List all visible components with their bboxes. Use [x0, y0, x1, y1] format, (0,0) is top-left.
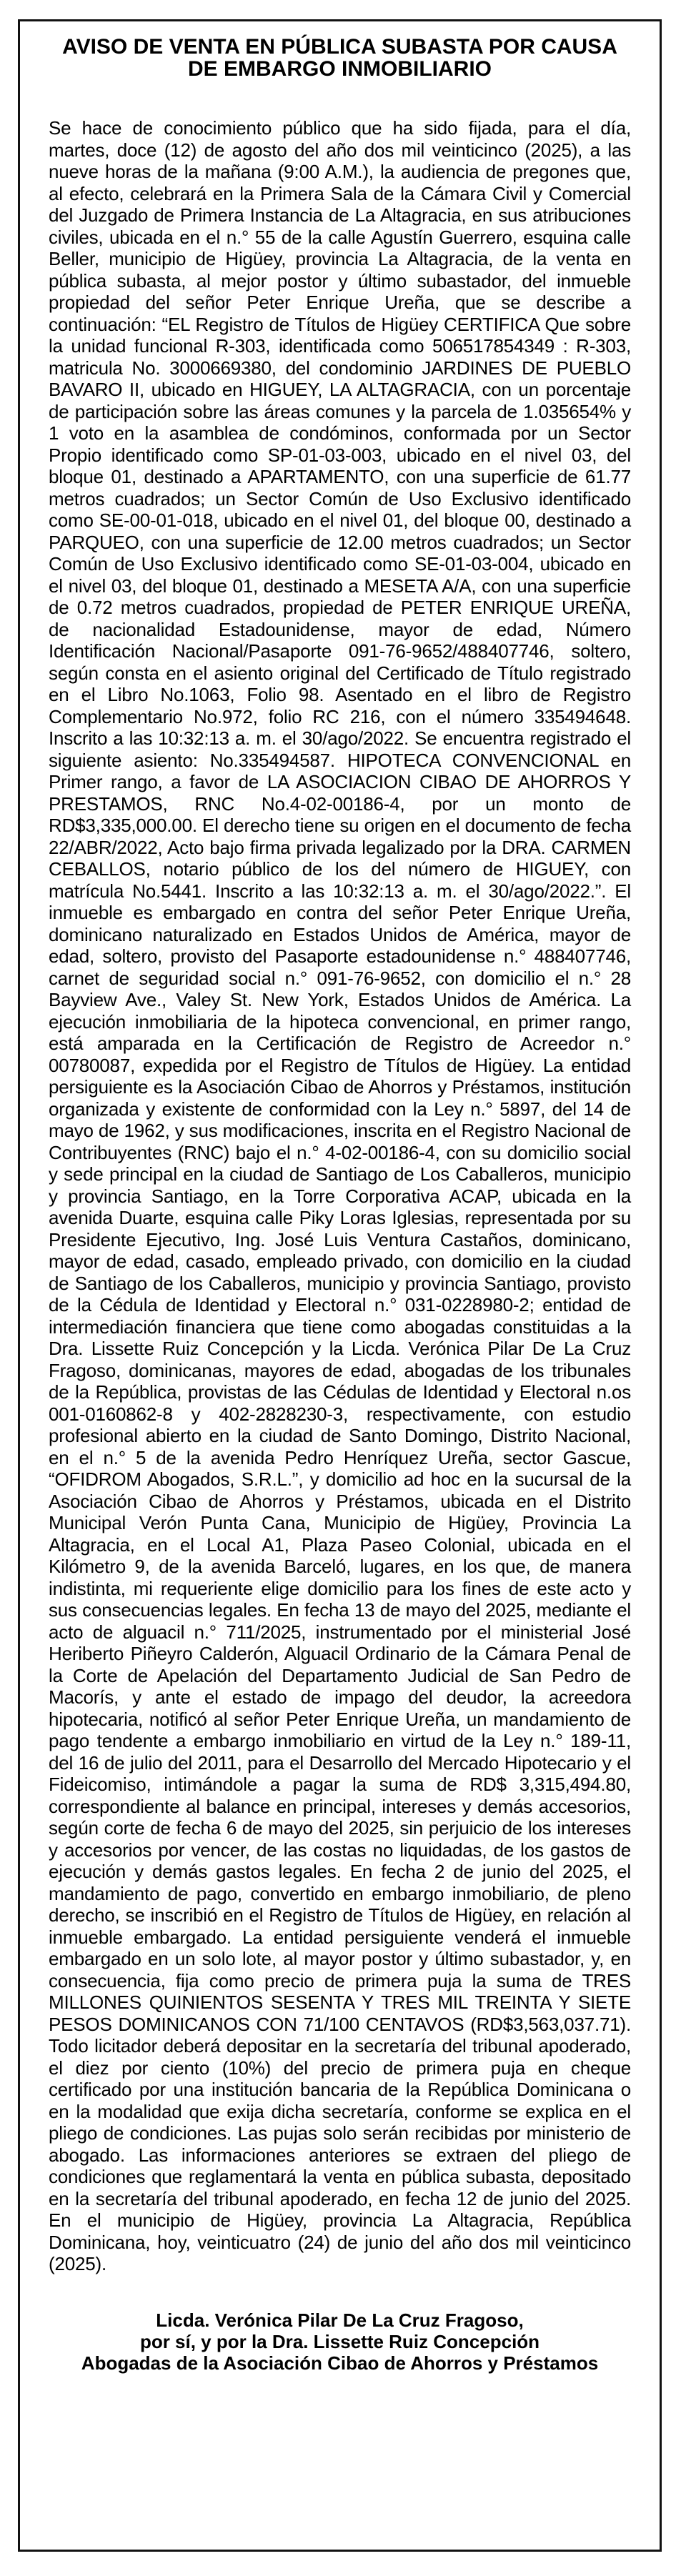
notice-box	[18, 19, 662, 2552]
signature-block	[49, 2309, 631, 2374]
signature-line-3: Abogadas de la Asociación Cibao de Ahorros y Préstamos	[81, 2352, 599, 2374]
notice-title	[49, 36, 631, 80]
notice-body: Se hace de conocimiento público que ha sido fijada, para el día, martes, doce (12) de agosto del año dos mil veinticinco (2025), a las nueve horas de la mañana (9:00 A.M.), la audiencia de pregones que, al efecto, celebrará en la Primera Sala de la Cámara Civil y Comercial del Juzgado de Primera Instancia de La Altagracia, en sus atribuciones civiles, ubicada en el n.° 55 de la calle Agustín Guerrero, esquina calle Beller, municipio de Higüey, provincia La Altagracia, de la venta en pública subasta, al mejor postor y último subastador, del inmueble propiedad del señor Peter Enrique Ureña, que se describe a continuación: “EL Registro de Títulos de Higüey CERTIFICA Que sobre la unidad funcional R-303, identificada como 506517854349 : R-303, matricula No. 3000669380, del condominio JARDINES DE PUEBLO BAVARO II, ubicado en HIGUEY, LA ALTAGRACIA, con un porcentaje de participación sobre las áreas comunes y la parcela de 1.035654% y 1 voto en la asamblea de condóminos, conformada por un Sector Propio identificado como SP-01-03-003, ubicado en el nivel 03, del bloque 01, destinado a APARTAMENTO, con una superficie de 61.77 metros cuadrados; un Sector Común de Uso Exclusivo identificado como SE-00-01-018, ubicado en el nivel 01, del bloque 00, destinado a PARQUEO, con una superficie de 12.00 metros cuadrados; un Sector Común de Uso Exclusivo identificado como SE-01-03-004, ubicado en el nivel 03, del bloque 01, destinado a MESETA A/A, con una superficie de 0.72 metros cuadrados, propiedad de PETER ENRIQUE UREÑA, de nacionalidad Estadounidense, mayor de edad, Número Identificación Nacional/Pasaporte 091-76-9652/488407746, soltero, según consta en el asiento original del Certificado de Título registrado en el Libro No.1063, Folio 98. Asentado en el libro de Registro Complementario No.972, folio RC 216, con el número 335494648. Inscrito a las 10:32:13 a. m. el 30/ago/2022. Se encuentra registrado el siguiente asiento: No.335494587. HIPOTECA CONVENCIONAL en Primer rango, a favor de LA ASOCIACION CIBAO DE AHORROS Y PRESTAMOS, RNC No.4-02-00186-4, por un monto de RD$3,335,000.00. El derecho tiene su origen en el documento de fecha 22/ABR/2022, Acto bajo firma privada legalizado por la DRA. CARMEN CEBALLOS, notario público de los del número de HIGUEY, con matrícula No.5441. Inscrito a las 10:32:13 a. m. el 30/ago/2022.”. El inmueble es embargado en contra del señor Peter Enrique Ureña, dominicano naturalizado en Estados Unidos de América, mayor de edad, soltero, provisto del Pasaporte estadounidense n.° 488407746, carnet de seguridad social n.° 091-76-9652, con domicilio el n.° 28 Bayview Ave., Valey St. New York, Estados Unidos de América. La ejecución inmobiliaria de la hipoteca convencional, en primer rango, está amparada en la Certificación de Registro de Acreedor n.° 00780087, expedida por el Registro de Títulos de Higüey. La entidad persiguiente es la Asociación Cibao de Ahorros y Préstamos, institución organizada y existente de conformidad con la Ley n.° 5897, del 14 de mayo de 1962, y sus modificaciones, inscrita en el Registro Nacional de Contribuyentes (RNC) bajo el n.° 4-02-00186-4, con su domicilio social y sede principal en la ciudad de Santiago de Los Caballeros, municipio y provincia Santiago, en la Torre Corporativa ACAP, ubicada en la avenida Duarte, esquina calle Piky Loras Iglesias, representada por su Presidente Ejecutivo, Ing. José Luis Ventura Castaños, dominicano, mayor de edad, casado, empleado privado, con domicilio en la ciudad de Santiago de los Caballeros, municipio y provincia Santiago, provisto de la Cédula de Identidad y Electoral n.° 031-0228980-2; entidad de intermediación financiera que tiene como abogadas constituidas a la Dra. Lissette Ruiz Concepción y la Licda. Verónica Pilar De La Cruz Fragoso, dominicanas, mayores de edad, abogadas de los tribunales de la República, provistas de las Cédulas de Identidad y Electoral n.os 001-0160862-8 y 402-2828230-3, respectivamente, con estudio profesional abierto en la ciudad de Santo Domingo, Distrito Nacional, en el n.° 5 de la avenida Pedro Henríquez Ureña, sector Gascue, “OFIDROM Abogados, S.R.L.”, y domicilio ad hoc en la sucursal de la Asociación Cibao de Ahorros y Préstamos, ubicada en el Distrito Municipal Verón Punta Cana, Municipio de Higüey, Provincia La Altagracia, en el Local A1, Plaza Paseo Colonial, ubicada en el Kilómetro 9, de la avenida Barceló, lugares, en los que, de manera indistinta, mi requeriente elige domicilio para los fines de este acto y sus consecuencias legales. En fecha 13 de mayo del 2025, mediante el acto de alguacil n.° 711/2025, instrumentado por el ministerial José Heriberto Piñeyro Calderón, Alguacil Ordinario de la Cámara Penal de la Corte de Apelación del Departamento Judicial de San Pedro de Macorís, y ante el estado de impago del deudor, la acreedora hipotecaria, notificó al señor Peter Enrique Ureña, un mandamiento de pago tendente a embargo inmobiliario en virtud de la Ley n.° 189-11, del 16 de julio del 2011, para el Desarrollo del Mercado Hipotecario y el Fideicomiso, intimándole a pagar la suma de RD$ 3,315,494.80, correspondiente al balance en principal, intereses y demás accesorios, según corte de fecha 6 de mayo del 2025, sin perjuicio de los intereses y accesorios por vencer, de las costas no liquidadas, de los gastos de ejecución y demás gastos legales. En fecha 2 de junio del 2025, el mandamiento de pago, convertido en embargo inmobiliario, de pleno derecho, se inscribió en el Registro de Títulos de Higüey, en relación al inmueble embargado. La entidad persiguiente venderá el inmueble embargado en un solo lote, al mayor postor y último subastador, y, en consecuencia, fija como precio de primera puja la suma de TRES MILLONES QUINIENTOS SESENTA Y TRES MIL TREINTA Y SIETE PESOS DOMINICANOS CON 71/100 CENTAVOS (RD$3,563,037.71). Todo licitador deberá depositar en la secretaría del tribunal apoderado, el diez por ciento (10%) del precio de primera puja en cheque certificado por una institución bancaria de la República Dominicana o en la modalidad que exija dicha secretaría, conforme se explica en el pliego de condiciones. Las pujas solo serán recibidas por ministerio de abogado. Las informaciones anteriores se extraen del pliego de condiciones que reglamentará la venta en pública subasta, depositado en la secretaría del tribunal apoderado, en fecha 12 de junio del 2025. En el municipio de Higüey, provincia La Altagracia, República Dominicana, hoy, veinticuatro (24) de junio del año dos mil veinticinco (2025).	[49, 117, 631, 2274]
signature-line-2: por sí, y por la Dra. Lissette Ruiz Concepción	[139, 2330, 540, 2352]
title-line-1: AVISO DE VENTA EN PÚBLICA SUBASTA POR CAUSA	[62, 35, 617, 59]
title-line-2: DE EMBARGO INMOBILIARIO	[188, 57, 492, 81]
signature-line-1: Licda. Verónica Pilar De La Cruz Fragoso,	[156, 2309, 524, 2331]
